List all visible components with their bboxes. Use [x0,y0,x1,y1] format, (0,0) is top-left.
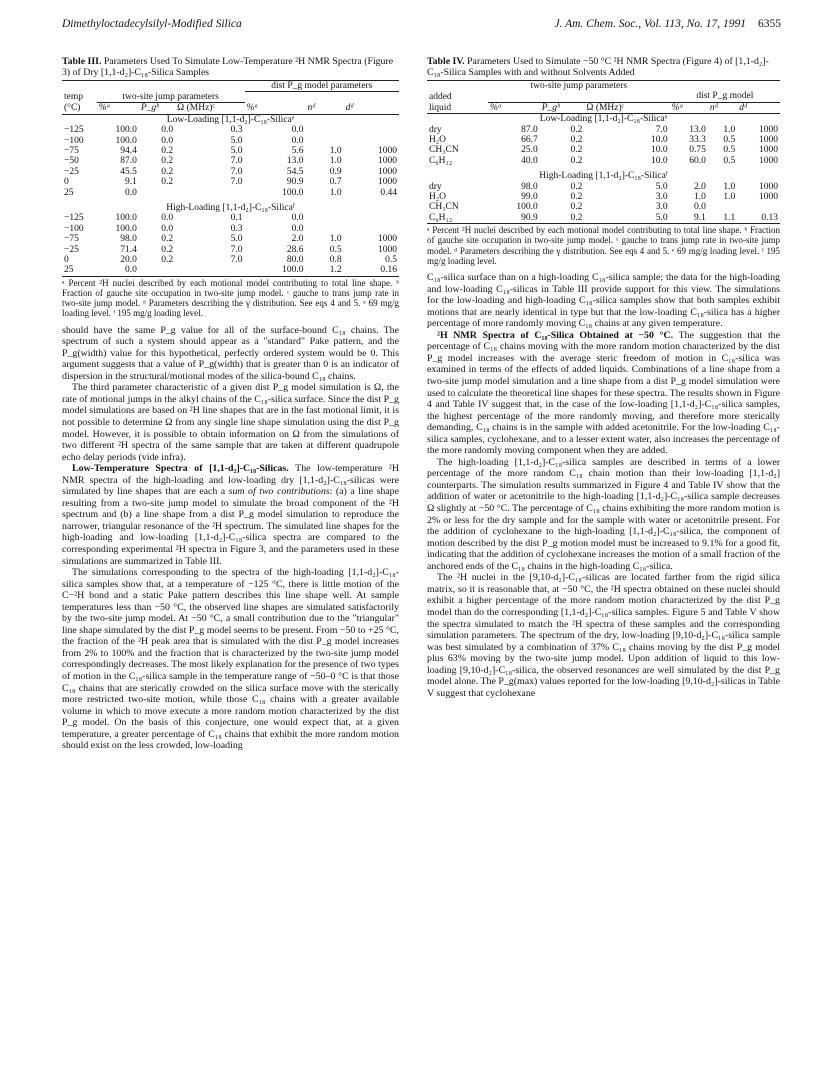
table-cell: 2.0 [291,234,304,245]
table4-h-omega: Ω (MHz)ᶜ [584,102,669,113]
table-cell: dry [429,124,442,135]
table3-col-temp-unit: (°C) [62,103,97,114]
table4-footnote: ᵃ Percent ²H nuclei described by each motional model contributing to total line shape. ᵇ Fraction of gauche site occupation in two-site jump model. ᶜ gauche to trans jump rate in two-site jump model. ᵈ Parameters describing the γ distribution. See eqs 4 and 5. ᵉ 69 mg/g loading level. ᶠ 195 mg/g loading level. [427,225,780,266]
table4-low-body [427,125,780,167]
table-cell: 1000 [378,234,397,245]
table-cell: 1000 [759,155,778,166]
table-row [62,255,399,265]
table-cell: 100.0 [516,202,538,213]
table-cell: 0 [64,177,69,188]
table-cell: 0.2 [570,192,583,203]
table-cell: −100 [64,135,84,146]
table-cell: −125 [64,125,84,136]
left-paragraph-2: The third parameter characteristic of a given dist P_g model simulation is Ω, the rate of motional jumps in the alkyl chains of the C₁₈-silica surface. Since the dist P_g model simulations are based on ²H line shapes that are in the fast motional limit, it is not possible to determine Ω from any single line shape simulation using the dist P_g model. However, it is possible to obtain information on Ω from the simulations of two different ²H spectra of the same sample that are taken at different quadrupole echo delay periods (vide infra). [62,382,399,463]
table-cell: 5.6 [291,145,304,156]
table-cell: 0.2 [161,255,174,265]
table-cell: 0.2 [161,244,174,255]
table-cell: 0.1 [230,213,243,224]
left-column [62,56,399,752]
table-cell: 0.0 [291,135,304,146]
table-cell: 0.5 [723,135,736,146]
right-paragraph-3: The high-loading [1,1-d₂]-C₁₈-silica samples are described in terms of a lower percentage of the more random C₁₈ chain motion than their low-loading [1,1-d₂] counterparts. The simulation results summarized in Figure 4 and Table IV show that the addition of water or acetonitrile to the high-loading [1,1-d₂]-C₁₈-silica sample decreases Ω slightly at −50 °C. The percentage of C₁₈ chains exhibiting the more random motion is 2% or less for the dry sample and for the sample with water or acetonitrile present. For the addition of cyclohexane to the high-loading [1,1-d₂]-C₁₈-silica, the component of motion described by the dist P_g motion model must be increased to 9.1% for a good fit, indicating that the addition of cyclohexane increases the motion of a small fraction of the anchored ends of the C₁₈ chains in the high-loading C₁₈-silica. [427,456,780,572]
page-number: 6355 [758,18,781,30]
table-cell: 1.0 [723,124,736,135]
table3-label: Table III. [62,56,102,67]
table-row [427,145,780,155]
table-cell: C₆H₁₂ [427,213,488,224]
table-cell: 0.2 [161,145,174,156]
table-cell: 0.75 [689,145,706,156]
right-paragraph-2-text: The suggestion that the percentage of C₁₈ chains moving with the more random motion characterized by the dist P_g model increases with the average steric freedom of motion in C₁₈-silica was examined in terms of the effects of added liquids. Combinations of a line shape from a two-site jump model simulation and a line shape from a dist P_g model simulation were used to calculate the theoretical line shapes for these spectra. The results shown in Figure 4 and Table IV suggest that, in the case of the low-loading [1,1-d₂]-C₁₈-silica samples, the highest percentage of the more randomly moving, and therefore more sterically demanding, C₁₈ chains is in the sample with added acetonitrile. For the low-loading C₁₈-silica samples, cyclohexane, and to a lesser extent water, also increases the percentage of the more randomly moving component when they are added. [427,329,781,457]
table-cell: 0.2 [570,145,583,156]
table3-caption-text: Parameters Used To Simulate Low-Temperature ²H NMR Spectra (Figure 3) of Dry [1,1-d₂]-C₁₈-Silica Samples [62,56,394,78]
table-cell: H₂O [429,192,447,203]
table-cell: 1.0 [723,181,736,192]
table-cell: 1000 [378,156,397,167]
table-cell: 1000 [378,244,397,255]
table-cell: 0.8 [329,255,342,265]
table-cell: 0.2 [570,135,583,146]
table-cell: 0.2 [570,202,583,213]
table-cell: 1000 [759,192,778,203]
table3-h-n: nᵈ [306,103,344,114]
table-cell: 25.0 [521,145,538,156]
section-heading-low-temp: Low-Temperature Spectra of [1,1-d₂]-C₁₈-Silicas. [72,463,289,475]
table-row [62,245,399,255]
table-cell: 98.0 [120,234,137,245]
table4-high-heading: High-Loading [1,1-d₂]-C₁₈-Silicaᶠ [539,171,668,182]
table-cell: 28.6 [286,244,304,255]
table3-h-pg: P_gᵇ [139,103,175,114]
table4-h-pg: P_gᵇ [540,102,585,113]
table-cell: 0.9 [329,166,342,177]
table-cell: 0.0 [97,265,139,276]
table-cell: dry [429,181,442,192]
table-cell: 7.0 [230,244,243,255]
table-cell: 25 [64,187,74,198]
table-cell: 0 [64,255,69,265]
table-cell: 1000 [759,135,778,146]
table-row [62,224,399,234]
table-cell: 0.5 [385,255,397,265]
table-cell: 60.0 [689,155,706,166]
table-cell: 80.0 [286,255,304,265]
table-cell [306,224,344,234]
table-cell: 9.1 [670,213,708,224]
table-cell: 0.2 [540,213,585,224]
table4-caption-text: Parameters Used to Simulate −50 °C ²H NMR Spectra (Figure 4) of [1,1-d₂]-C₁₈-Silica Samples with and without Solvents Added [427,56,769,78]
table-row [427,182,780,192]
right-paragraph-4: The ²H nuclei in the [9,10-d₂]-C₁₈-silicas are located farther from the rigid silica matrix, so it is reasonable that, at −50 °C, the ²H spectra obtained on these nuclei should exhibit a higher percentage of the more random motion characterized by the dist P_g model than do the corresponding [1,1-d₂]-C₁₈-silica samples. Figure 5 and Table V show the spectra simulated to match the ²H spectra of these samples and the corresponding simulation parameters. The spectrum of the dry, low-loading [9,10-d₂]-C₁₈-silica sample was best simulated by a combination of 37% C₁₈ chains moving by the dist P_g model plus 63% moving by the two-site jump model. Upon addition of liquid to this low-loading [9,10-d₂]-C₁₈-silica, the observed resonances are well simulated by the dist P_g model alone. The P_g(max) values reported for the low-loading [9,10-d₂]-silicas in Table V suggest that cyclohexane [427,572,780,699]
table-cell: 5.0 [655,181,668,192]
table4-label: Table IV. [427,56,465,67]
table-cell: 0.0 [694,202,706,213]
table-cell: −25 [64,166,79,177]
table3-h-omega: Ω (MHz)ᶜ [175,103,244,114]
table3-high-heading: High-Loading [1,1-d₂]-C₁₈-Silicaᶠ [166,202,295,213]
table3-low-heading: Low-Loading [1,1-d₂]-C₁₈-Silicaᵉ [166,114,295,125]
table-cell [306,213,344,223]
table-cell [306,136,344,146]
table-cell: −75 [64,145,79,156]
table-cell: 33.3 [689,135,706,146]
section-heading-minus50: ²H NMR Spectra of C₁₈-Silica Obtained at −50 °C. [437,329,674,341]
table-cell: 100.0 [115,223,137,234]
table-cell: 0.5 [723,145,736,156]
table-cell: 5.0 [584,213,669,224]
table3-h-pct2: %ᵃ [245,103,306,114]
table-cell: 0.2 [161,156,174,167]
table-cell: 1.1 [708,213,737,224]
table-cell: 87.0 [120,156,137,167]
table-cell: 5.0 [230,135,243,146]
table4-h-pct2: %ᵃ [670,102,708,113]
table-cell: 0.0 [161,223,174,234]
table-cell: 0.0 [124,187,137,198]
table-cell [737,202,780,212]
table-cell: CH₃CN [429,202,459,213]
table-row [62,167,399,177]
running-title: Dimethyloctadecylsilyl-Modified Silica [62,18,242,30]
table-cell: 1.0 [329,145,342,156]
table-row [62,234,399,244]
journal-name: J. Am. Chem. Soc., Vol. 113, No. 17, 1991 [554,18,746,30]
table-cell [175,188,244,198]
table-cell: 0.0 [161,135,174,146]
table-cell [175,265,244,276]
table-row [62,136,399,146]
table-cell: 90.9 [286,177,304,188]
table-cell [306,125,344,135]
table4-h-d: dᵈ [737,102,780,113]
table-row [427,156,780,166]
table-cell: 9.1 [124,177,137,188]
table-row [62,177,399,187]
table-cell: 7.0 [230,156,243,167]
table-cell: 1000 [378,145,397,156]
table3-group-two-site: two-site jump parameters [97,92,245,103]
table4-low-heading: Low-Loading [1,1-d₂]-C₁₈-Silicaᵉ [539,114,668,125]
table-cell: 1.0 [329,156,342,167]
table-cell: CH₃CN [429,145,459,156]
table-cell: H₂O [429,135,447,146]
table-cell: 7.0 [655,124,668,135]
table-row [62,156,399,166]
right-column [427,56,780,699]
table-cell: 1000 [759,145,778,156]
table-cell: 0.0 [161,213,174,224]
table-row [62,188,399,198]
table-cell: 0.2 [161,177,174,188]
table-cell: 0.3 [230,125,243,136]
table-cell: 100.0 [115,125,137,136]
table3-caption [62,56,399,78]
left-paragraph-3-em: sum of two contributions [228,486,330,498]
table-cell: 13.0 [286,156,304,167]
table-cell: 7.0 [230,177,243,188]
table3-h-d: dᵈ [344,103,399,114]
table-cell: 1000 [759,124,778,135]
table-cell: 3.0 [655,202,668,213]
table-row [62,125,399,135]
table-cell: C₆H₁₂ [429,155,453,166]
table-row [62,146,399,156]
left-paragraph-4: The simulations corresponding to the spectra of the high-loading [1,1-d₂]-C₁₈-silica samples show that, at a temperature of −125 °C, there is little motion of the C−²H bond and a static Pake pattern describes this line shape well. At sample temperatures less than −50 °C, the observed line shapes are simulated satisfactorily by the two-site jump model. At −50 °C, a small contribution due to the "triangular" line shape simulated by the dist P_g model seems to be present. From −50 to +25 °C, the fraction of the ²H peak area that is simulated with the dist P_g model increases from 2% to 100% and the fraction that is characterized by the two-site jump model correspondingly decreases. The most likely explanation for the presence of two types of motion in the C₁₈-silica sample in the temperature range of −50–0 °C is that those C₁₈ chains that are sterically crowded on the silica surface move with the sterically more restricted two-site motion, while those C₁₈ chains with a greater available volume in which to move execute a more random motion characterized by the dist P_g model. On the basis of this conjecture, one would expect that, at a given temperature, a greater percentage of C₁₈ chains that exhibit the more random motion should exist on the less crowded, low-loading [62,567,399,752]
table-cell: 100.0 [282,187,304,198]
table-cell: 1000 [378,177,397,188]
table-cell [708,202,737,212]
table-cell: 90.9 [488,213,540,224]
table-cell: −50 [64,156,79,167]
table-cell: 0.16 [344,265,399,276]
table4-h-n: nᵈ [708,102,737,113]
table-cell: 10.0 [651,145,668,156]
table-cell: 99.0 [521,192,538,203]
table4-group-two-site: two-site jump parameters [488,81,670,92]
table-row [427,135,780,145]
table-row [427,125,780,135]
table-cell: 13.0 [689,124,706,135]
table-cell: 10.0 [651,155,668,166]
table-cell: 10.0 [651,135,668,146]
table-cell [139,188,175,198]
table3-group-dist: dist P_g model parameters [245,81,399,92]
table-cell: 20.0 [120,255,137,265]
table3-footnote: ᵃ Percent ²H nuclei described by each motional model contributing to total line shape. ᵇ Fraction of gauche site occupation in two-site jump model. ᶜ gauche to trans jump rate in two-site jump model. ᵈ Parameters describing the γ distribution. See eqs 4 and 5. ᵉ 69 mg/g loading level. ᶠ 195 mg/g loading level. [62,277,399,319]
table-cell [139,265,175,276]
table-cell: 40.0 [521,155,538,166]
table-cell: 66.7 [521,135,538,146]
table-cell: 98.0 [521,181,538,192]
table-row [427,213,780,224]
table-row [427,192,780,202]
table-cell: −100 [64,223,84,234]
table-cell: 100.0 [115,135,137,146]
table-cell: 0.13 [737,213,780,224]
table-cell: −125 [64,213,84,224]
table3-h-pct: %ᵃ [97,103,139,114]
table-cell: 0.3 [230,223,243,234]
table-cell: 0.2 [570,124,583,135]
table-cell: 25 [62,265,97,276]
table3 [62,80,399,277]
table-cell [344,136,399,146]
left-paragraph-3-b: : (a) a line shape resulting from a two-site jump model to simulate the broad component of the ²H spectrum and (b) a line shape from a dist P_g model simulation to reproduce the narrower, triangular resonance of the ²H spectrum. The simulated line shapes for the high-loading and low-loading [1,1-d₂]-C₁₈-silica spectra are compared to the corresponding experimental ²H spectra in Figure 3, and the parameters used in these simulations are summarized in Table III. [62,486,399,567]
table4-col-liquid: liquid [427,102,488,113]
table-cell: 54.5 [286,166,304,177]
table-cell: 3.0 [655,192,668,203]
table-cell: 0.44 [380,187,397,198]
table-cell: 45.5 [120,166,137,177]
table-cell: 0.0 [161,125,174,136]
table4-h-pct: %ᵃ [488,102,540,113]
journal-citation [554,18,781,30]
table-cell: 0.0 [291,125,304,136]
table-cell: 87.0 [521,124,538,135]
table-cell: 5.0 [230,234,243,245]
table-cell: 1.0 [694,192,706,203]
table-cell: 71.4 [120,244,137,255]
table-cell: 1.0 [723,192,736,203]
table-cell: 1.0 [329,187,342,198]
table-cell: −75 [64,234,79,245]
table-cell: 0.0 [291,213,304,224]
table-cell: 5.0 [230,145,243,156]
table-cell: 7.0 [230,255,243,265]
right-paragraph-1: C₁₈-silica surface than on a high-loading C₁₈-silica sample; the data for the high-loading and low-loading C₁₈-silicas in Table III provide support for this view. The simulations for the low-loading and high-loading C₁₈-silica samples show that both samples exhibit motions that are nearly identical in type but that the low-loading C₁₈-silica has a higher percentage of more randomly moving C₁₈ chains at any given temperature. [427,272,780,330]
table3-col-temp: temp [64,92,83,103]
table-cell [344,224,399,234]
table4-high-body [427,182,780,224]
table4-col-added: added [429,91,452,102]
table-cell: 0.2 [161,234,174,245]
table-row [427,202,780,212]
table-cell: 1.0 [329,234,342,245]
table-cell: 0.5 [329,244,342,255]
table4 [427,80,780,224]
table4-group-dist: dist P_g model [670,91,780,102]
table-row [62,265,399,276]
table-cell: −25 [64,244,79,255]
left-paragraph-3 [62,463,399,567]
table-cell: 1000 [378,166,397,177]
table-cell: 1.2 [306,265,344,276]
table-cell: 0.7 [329,177,342,188]
table-cell: 100.0 [245,265,306,276]
table-cell: 2.0 [694,181,706,192]
table-cell: 1000 [759,181,778,192]
table4-caption [427,56,780,78]
table-cell: 94.4 [120,145,137,156]
table-cell: 7.0 [230,166,243,177]
table3-low-body [62,125,399,198]
table-cell: 100.0 [115,213,137,224]
left-paragraph-1: should have the same P_g value for all of the surface-bound C₁₈ chains. The spectrum of such a system should appear as a "standard" Pake pattern, and the P_g(width) value for this hypothetical, perfectly ordered system would be 0. This argument suggests that a value of P_g(width) that is greater than 0 is an indicator of dispersion in the structural/motional modes of the silica-bound C₁₈ chains. [62,324,399,382]
table-row [62,213,399,223]
table-cell: 0.5 [723,155,736,166]
table-cell: 0.2 [161,166,174,177]
running-header [62,18,781,38]
table-cell: 0.0 [291,223,304,234]
left-paragraph-3-a: The low-temperature ²H NMR spectra of the high-loading and low-loading dry [1,1-d₂]-C₁₈-silicas were simulated by line shapes that are each a [62,463,399,498]
table3-high-body [62,213,399,276]
right-paragraph-2 [427,330,780,457]
table-cell [344,213,399,223]
table-cell: 0.2 [570,181,583,192]
table-cell [344,125,399,135]
table-cell: 0.2 [570,155,583,166]
